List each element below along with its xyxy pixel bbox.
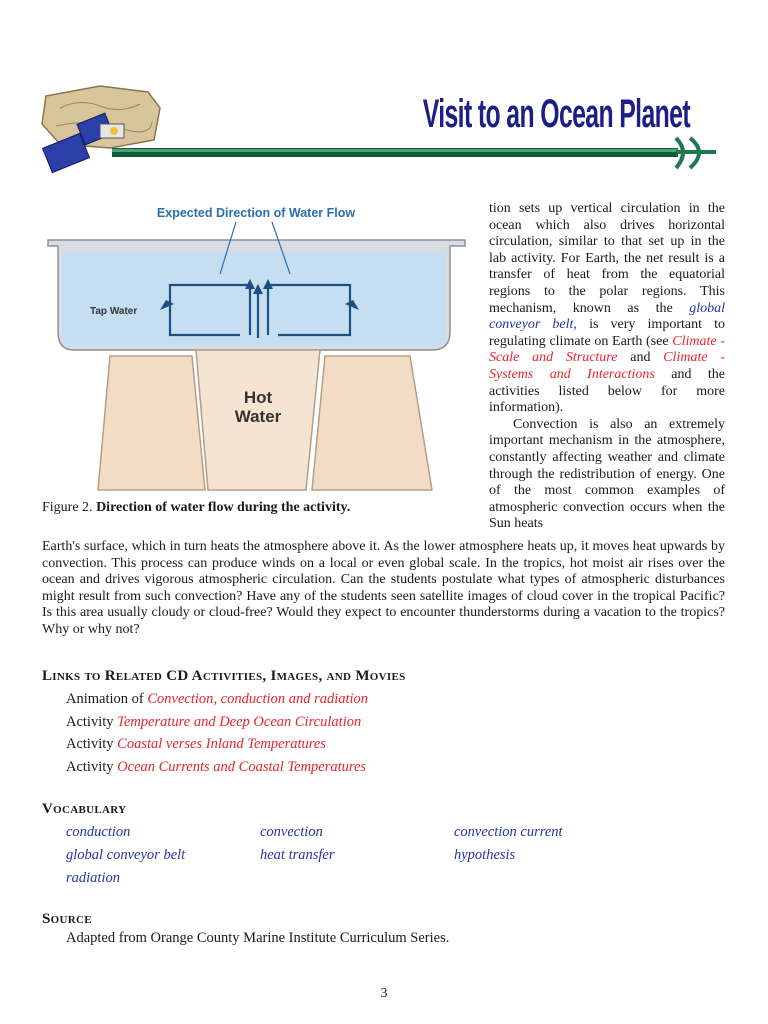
hot-water-label: Hot — [243, 388, 273, 407]
right-column-text — [489, 201, 725, 533]
vocab-term[interactable]: global conveyor belt — [66, 847, 186, 863]
text-run: and the activities listed below for more information). — [489, 366, 725, 416]
vocabulary-heading: Vocabulary — [42, 801, 127, 817]
list-item — [66, 756, 368, 779]
link-global-conveyor-belt[interactable]: global conveyor belt, — [489, 300, 725, 333]
vocab-term[interactable]: hypothesis — [454, 847, 516, 863]
hot-water-label-2: Water — [234, 407, 282, 426]
link-coastal-inland-temperatures[interactable]: Coastal verses Inland Temperatures — [117, 736, 326, 753]
link-climate-scale[interactable]: Climate - Scale and Structure — [489, 333, 725, 366]
link-ocean-currents[interactable]: Ocean Currents and Coastal Temperatures — [117, 759, 367, 776]
related-links-list — [66, 688, 368, 779]
banner-title: Visit to an Ocean Planet — [422, 92, 690, 136]
water-flow-diagram — [40, 200, 470, 500]
link-deep-ocean-circulation[interactable]: Temperature and Deep Ocean Circulation — [117, 713, 362, 730]
vocab-term[interactable]: radiation — [66, 870, 120, 886]
caption-title: Direction of water flow during the activity. — [96, 500, 351, 515]
paragraph-conveyor — [489, 201, 725, 417]
figure-caption — [42, 500, 350, 516]
vocab-term[interactable]: heat transfer — [260, 847, 335, 863]
figure-2 — [40, 200, 470, 500]
links-heading: Links to Related CD Activities, Images, and Movies — [42, 668, 406, 684]
vocab-term[interactable]: convection — [260, 824, 323, 840]
flow-direction-label: Expected Direction of Water Flow — [156, 206, 356, 220]
link-prefix: Activity — [66, 759, 118, 776]
list-item — [66, 711, 368, 734]
text-run: is very important to regulating climate on Earth (see — [489, 317, 726, 349]
caption-prefix: Figure 2. — [42, 500, 93, 515]
link-convection-conduction-radiation[interactable]: Convection, conduction and radiation — [147, 691, 369, 707]
text-run: and — [617, 350, 664, 366]
paragraph-atmosphere: Convection is also an extremely important mechanism in the atmosphere, constantly affecting weather and climate through the redistribution of energy. One of the most common examples of atmospheric convection occurs when the Sun heats — [489, 416, 725, 532]
list-item — [66, 733, 368, 756]
text-run: tion sets up vertical circulation in the ocean which also drives horizontal circulation, similar to that set up in the lab activity. For Earth, the net result is a transfer of heat from the equatorial regions to the polar regions. This mechanism, known as the — [489, 201, 725, 316]
paragraph-full-width: Earth's surface, which in turn heats the atmosphere above it. As the lower atmosphere heats up, it moves heat upwards by convection. This process can produce winds on a local or even global scale. In the tropics, hot moist air rises over the ocean and drives vigorous atmospheric circulation. Can the students postulate what types of atmospheric disturbances might result from such convection? Have any of the students seen satellite images of cloud cover in the tropical Pacific? Is this area usually cloudy or cloud-free? Would they expect to encounter thunderstorms during a vacation to the tropics? Why or why not? — [42, 539, 725, 637]
link-climate-systems[interactable]: Climate - Systems and Interactions — [489, 350, 725, 382]
source-text: Adapted from Orange County Marine Institute Curriculum Series. — [66, 930, 450, 946]
tap-water-label: Tap Water — [90, 306, 138, 317]
page-number: 3 — [380, 986, 388, 1001]
link-prefix: Animation of — [66, 691, 148, 707]
vocab-term[interactable]: convection current — [454, 824, 563, 840]
link-prefix: Activity — [66, 736, 118, 753]
list-item — [66, 688, 368, 711]
source-heading: Source — [42, 911, 92, 927]
vocab-term[interactable]: conduction — [66, 824, 131, 840]
link-prefix: Activity — [66, 713, 118, 730]
page-banner — [40, 78, 740, 188]
